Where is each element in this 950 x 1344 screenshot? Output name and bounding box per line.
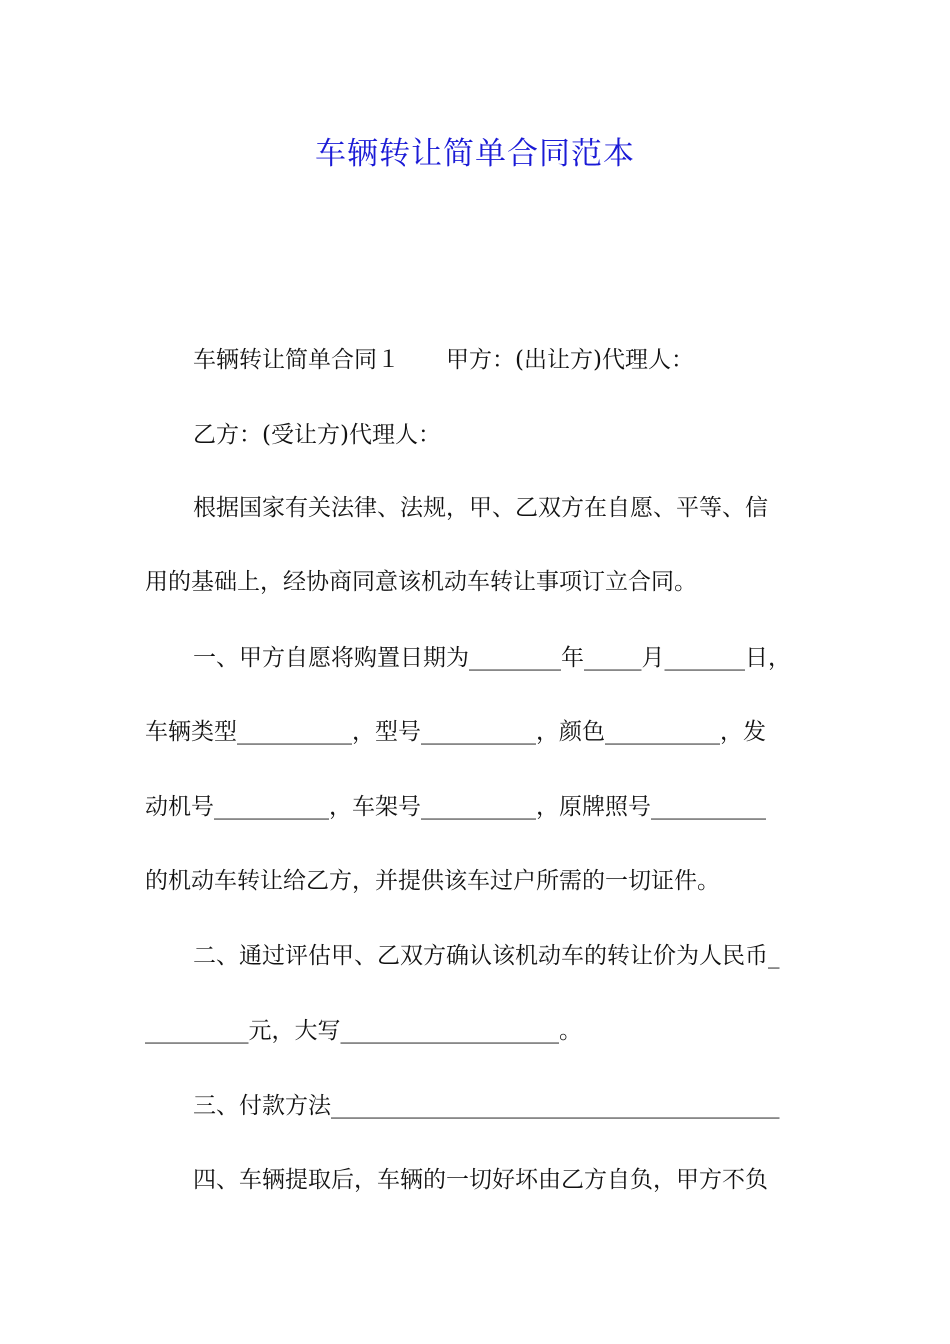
paragraph-line: 四、车辆提取后，车辆的一切好坏由乙方自负，甲方不负 xyxy=(193,1167,768,1193)
paragraph-line: 一、甲方自愿将购置日期为________年_____月_______日， xyxy=(193,645,791,671)
paragraph-line: 三、付款方法_______________________________________ xyxy=(193,1093,780,1119)
paragraph-line: 二、通过评估甲、乙双方确认该机动车的转让价为人民币_ xyxy=(193,943,780,969)
document-title: 车辆转让简单合同范本 xyxy=(315,136,635,172)
paragraph-line: 的机动车转让给乙方，并提供该车过户所需的一切证件。 xyxy=(145,868,720,894)
paragraph-line: 动机号__________，车架号__________，原牌照号__________ xyxy=(145,794,766,820)
paragraph-line: 根据国家有关法律、法规，甲、乙双方在自愿、平等、信 xyxy=(193,495,768,521)
paragraph-line: _________元，大写___________________。 xyxy=(145,1018,582,1044)
paragraph-line: 车辆类型__________，型号__________，颜色__________，发 xyxy=(145,719,766,745)
paragraph-line: 乙方：(受让方)代理人： xyxy=(193,422,441,448)
paragraph-line: 用的基础上，经协商同意该机动车转让事项订立合同。 xyxy=(145,569,697,595)
paragraph-line: 车辆转让简单合同１ 甲方：(出让方)代理人： xyxy=(193,347,694,373)
